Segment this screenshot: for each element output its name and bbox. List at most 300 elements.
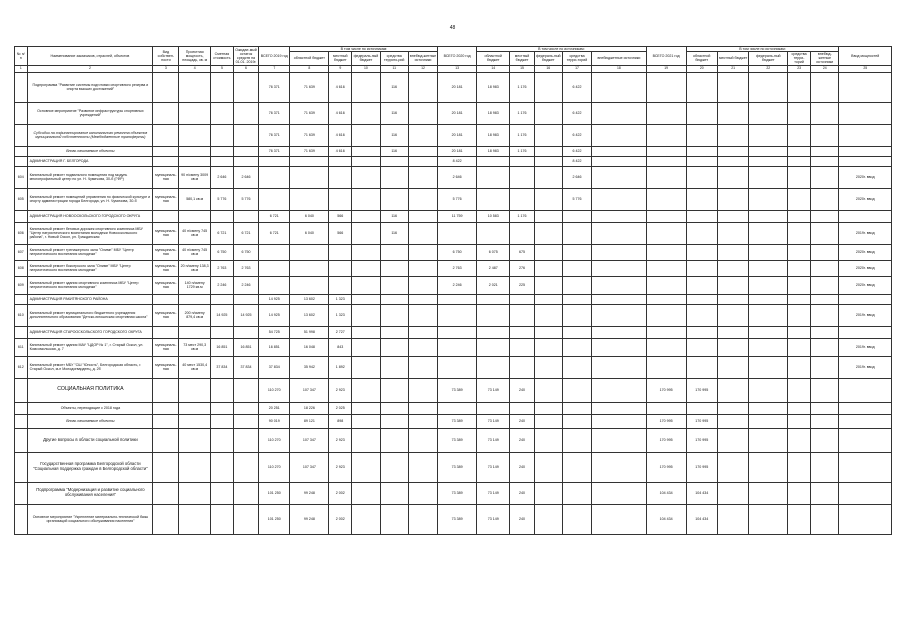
table-row [15, 188, 892, 210]
table-cell [179, 428, 210, 452]
table-cell [749, 124, 788, 146]
table-cell [259, 166, 290, 188]
table-cell [839, 326, 892, 338]
table-cell [717, 156, 748, 166]
table-cell: 1 323 [329, 304, 352, 326]
table-cell [380, 276, 408, 294]
table-cell: 73 149 [476, 452, 510, 482]
row-name-cell: Вновь начинаемые объекты [27, 414, 153, 428]
column-number: 12 [408, 65, 437, 72]
table-cell [839, 414, 892, 428]
table-cell: 2 923 [329, 378, 352, 402]
table-cell [534, 428, 562, 452]
table-cell [380, 156, 408, 166]
table-cell: 18 983 [476, 124, 510, 146]
table-cell [179, 326, 210, 338]
table-row [15, 260, 892, 276]
table-cell [290, 166, 329, 188]
row-name-cell: СОЦИАЛЬНАЯ ПОЛИТИКА [27, 378, 153, 402]
table-cell [788, 378, 811, 402]
table-cell [562, 428, 591, 452]
table-cell [749, 210, 788, 222]
table-cell [592, 72, 647, 102]
table-cell: 240 [510, 504, 534, 534]
table-cell [717, 146, 748, 156]
table-cell [788, 504, 811, 534]
table-cell [592, 294, 647, 304]
table-cell [788, 244, 811, 260]
table-cell: 20 181 [438, 146, 477, 156]
table-cell [534, 356, 562, 378]
table-cell [352, 260, 380, 276]
table-cell [438, 326, 477, 338]
table-cell [259, 188, 290, 210]
table-cell [408, 378, 437, 402]
table-header [15, 47, 892, 66]
sub2021-source-header: внебюд-жетные источники [811, 52, 839, 65]
table-cell: 37 834 [259, 356, 290, 378]
table-cell [811, 294, 839, 304]
table-cell: 11 759 [438, 210, 477, 222]
table-cell [749, 146, 788, 156]
table-cell [380, 428, 408, 452]
column-number: 21 [717, 65, 748, 72]
table-cell [749, 304, 788, 326]
table-cell [534, 378, 562, 402]
table-cell: 116 [380, 72, 408, 102]
row-name-cell: Вновь начинаемые объекты [27, 146, 153, 156]
table-cell [233, 378, 258, 402]
table-cell [233, 124, 258, 146]
table-cell [749, 414, 788, 428]
table-cell [562, 304, 591, 326]
table-cell: 2 646 [562, 166, 591, 188]
table-cell [153, 452, 179, 482]
table-cell: 6 422 [562, 102, 591, 124]
row-name-cell: Капитальный ремонт подвального помещения под модуль многопрофильный центр по ул. Н. Чумичова, 30-б (ГФР) [27, 166, 153, 188]
table-cell: 2 646 [210, 166, 233, 188]
table-cell [476, 338, 510, 356]
column-number: 16 [534, 65, 562, 72]
table-row [15, 102, 892, 124]
table-cell [329, 188, 352, 210]
column-number: 8 [290, 65, 329, 72]
table-cell: 6 721 [259, 222, 290, 244]
table-cell [646, 294, 686, 304]
table-cell: 1 176 [510, 124, 534, 146]
table-cell [15, 102, 28, 124]
table-cell [15, 326, 28, 338]
table-cell [811, 276, 839, 294]
table-cell [352, 210, 380, 222]
table-cell [646, 222, 686, 244]
column-number-row [15, 65, 892, 72]
table-cell [646, 124, 686, 146]
table-cell [811, 326, 839, 338]
table-cell [788, 326, 811, 338]
table-cell: 71 639 [290, 72, 329, 102]
table-cell [592, 304, 647, 326]
table-cell: 73 149 [476, 414, 510, 428]
table-cell [179, 414, 210, 428]
table-cell [329, 166, 352, 188]
table-cell [717, 304, 748, 326]
table-cell [788, 338, 811, 356]
table-cell [534, 452, 562, 482]
table-row [15, 402, 892, 414]
table-cell: 2 727 [329, 326, 352, 338]
table-cell: 107 347 [290, 428, 329, 452]
table-cell [592, 452, 647, 482]
row-name-cell: АДМИНИСТРАЦИЯ РАКИТЯНСКОГО РАЙОНА [27, 294, 153, 304]
table-cell [562, 222, 591, 244]
table-cell: 4 616 [329, 72, 352, 102]
table-cell [233, 326, 258, 338]
table-cell [380, 294, 408, 304]
table-cell: 2 646 [438, 166, 477, 188]
table-cell: 13 602 [290, 304, 329, 326]
col-total-2021-header: ВСЕГО 2021 год [646, 47, 686, 66]
table-cell: 5 776 [562, 188, 591, 210]
table-cell [380, 304, 408, 326]
table-cell [646, 338, 686, 356]
table-cell: 18 983 [476, 72, 510, 102]
table-cell [408, 124, 437, 146]
table-cell [408, 244, 437, 260]
table-cell: муниципаль-ная [153, 244, 179, 260]
table-cell: муниципаль-ная [153, 356, 179, 378]
table-cell: 73 389 [438, 504, 477, 534]
table-cell: 1 176 [510, 210, 534, 222]
table-cell: 16 851 [233, 338, 258, 356]
table-cell [534, 294, 562, 304]
row-name-cell: Государственная программа Белгородской области "Социальная поддержка граждан в Белгородской области" [27, 452, 153, 482]
table-cell [352, 304, 380, 326]
table-cell [210, 452, 233, 482]
table-cell [352, 326, 380, 338]
table-cell [686, 146, 717, 156]
table-cell [408, 210, 437, 222]
table-cell: 5 776 [233, 188, 258, 210]
column-number: 13 [438, 65, 477, 72]
row-name-cell: Капитальный ремонт боксерского зала "Олимп" МБУ "Центр патриотического воспитания молодежи" [27, 260, 153, 276]
table-cell [380, 378, 408, 402]
table-cell: 5 776 [438, 188, 477, 210]
table-cell: 73 389 [438, 428, 477, 452]
table-cell [749, 188, 788, 210]
row-name-cell: АДМИНИСТРАЦИЯ НОВООСКОЛЬСКОГО ГОРОДСКОГО ОКРУГА [27, 210, 153, 222]
column-number: 18 [592, 65, 647, 72]
table-cell [749, 102, 788, 124]
sub2019-source-header: областной бюджет [290, 52, 329, 65]
table-cell [717, 338, 748, 356]
table-cell: 116 [380, 210, 408, 222]
table-cell: 8 422 [562, 156, 591, 166]
table-cell [811, 244, 839, 260]
table-cell [329, 260, 352, 276]
table-cell [839, 156, 892, 166]
table-cell: 2019г. ввод [839, 356, 892, 378]
table-cell: 16 048 [290, 338, 329, 356]
table-cell [686, 102, 717, 124]
row-name-cell: Другие вопросы в области социальной политики [27, 428, 153, 452]
table-cell: 71 639 [290, 124, 329, 146]
table-cell [438, 402, 477, 414]
sub2019-source-header: местный бюджет [329, 52, 352, 65]
table-cell [839, 102, 892, 124]
table-cell: 73 389 [438, 378, 477, 402]
table-row [15, 166, 892, 188]
table-cell [717, 260, 748, 276]
table-cell: 6 422 [562, 146, 591, 156]
table-cell [717, 402, 748, 414]
table-cell [153, 414, 179, 428]
column-number: 23 [788, 65, 811, 72]
table-cell [179, 124, 210, 146]
table-cell [811, 102, 839, 124]
table-cell [811, 504, 839, 534]
table-cell: муниципаль-ная [153, 222, 179, 244]
table-cell [352, 338, 380, 356]
table-cell [788, 222, 811, 244]
table-cell: 2019г. ввод [839, 304, 892, 326]
table-cell [210, 156, 233, 166]
table-cell [717, 326, 748, 338]
table-cell [839, 402, 892, 414]
table-cell: 2 763 [438, 260, 477, 276]
table-cell: 110 270 [259, 428, 290, 452]
table-cell [438, 294, 477, 304]
table-cell [15, 428, 28, 452]
col-cost-header: Сметная стоимость [210, 47, 233, 66]
table-cell: 73 мест 290,3 кв.м [179, 338, 210, 356]
table-cell [438, 304, 477, 326]
table-cell: 2020г. ввод [839, 188, 892, 210]
sub2021-source-header: областной бюджет [686, 52, 717, 65]
row-name-cell: АДМИНИСТРАЦИЯ Г. БЕЛГОРОДА [27, 156, 153, 166]
table-cell [534, 188, 562, 210]
table-cell [15, 146, 28, 156]
col-commission-header: Ввод мощностей [839, 47, 892, 66]
table-row [15, 156, 892, 166]
table-cell: муниципаль-ная [153, 166, 179, 188]
table-cell [233, 428, 258, 452]
table-cell [749, 156, 788, 166]
table-cell [408, 222, 437, 244]
table-cell: 170 995 [646, 378, 686, 402]
table-cell [749, 428, 788, 452]
budget-table [14, 46, 892, 535]
column-number: 9 [329, 65, 352, 72]
table-cell [788, 482, 811, 504]
table-cell [153, 146, 179, 156]
table-cell: 240 [510, 428, 534, 452]
column-number: 11 [380, 65, 408, 72]
table-cell: 37 834 [233, 356, 258, 378]
table-cell [510, 356, 534, 378]
sub2020-source-header: местный бюджет [510, 52, 534, 65]
table-cell: 73 149 [476, 378, 510, 402]
table-cell [15, 156, 28, 166]
table-cell: 6 721 [210, 222, 233, 244]
table-cell [646, 244, 686, 260]
table-row [15, 428, 892, 452]
table-cell [259, 260, 290, 276]
table-cell: 2020г. ввод [839, 166, 892, 188]
table-cell: 6 075 [476, 244, 510, 260]
table-cell: 16 851 [259, 338, 290, 356]
table-cell [210, 146, 233, 156]
table-cell [839, 378, 892, 402]
table-cell: муниципаль-ная [153, 338, 179, 356]
table-cell: 240 [510, 452, 534, 482]
table-cell [592, 276, 647, 294]
table-cell: 107 347 [290, 452, 329, 482]
table-cell [749, 326, 788, 338]
table-cell: 170 995 [686, 414, 717, 428]
table-cell [476, 356, 510, 378]
table-cell [788, 188, 811, 210]
table-cell [592, 156, 647, 166]
table-cell [811, 428, 839, 452]
table-cell [408, 166, 437, 188]
col-remain-header: Ожидае-мый остаток средств на 01.01. 2019г. [235, 47, 257, 64]
table-cell [153, 210, 179, 222]
table-cell [788, 356, 811, 378]
table-cell: 14 925 [210, 304, 233, 326]
table-cell [717, 124, 748, 146]
table-cell [717, 452, 748, 482]
table-cell [534, 124, 562, 146]
table-cell: 675 [510, 244, 534, 260]
table-cell [290, 276, 329, 294]
table-cell [153, 402, 179, 414]
table-cell [686, 326, 717, 338]
sub2020-source-header: внебюджетные источники [592, 52, 647, 65]
table-cell: 99 248 [290, 504, 329, 534]
sources-2020-header: В том числе по источникам: [476, 47, 646, 52]
table-cell [562, 356, 591, 378]
table-cell: 104 434 [686, 482, 717, 504]
table-cell [15, 72, 28, 102]
table-cell: 14 925 [259, 304, 290, 326]
table-cell: 40 п/смену 745 кв.м [179, 222, 210, 244]
table-cell [592, 482, 647, 504]
table-cell [352, 102, 380, 124]
table-cell [179, 504, 210, 534]
table-cell [811, 210, 839, 222]
table-cell [749, 72, 788, 102]
table-cell: 140 п/смену 1729 кв.м [179, 276, 210, 294]
table-cell: 6 040 [290, 210, 329, 222]
table-cell [290, 244, 329, 260]
table-cell [408, 276, 437, 294]
sub2020-source-header: областной бюджет [476, 52, 510, 65]
table-cell [408, 72, 437, 102]
table-cell [811, 146, 839, 156]
table-cell: 610 [15, 304, 28, 326]
table-row [15, 294, 892, 304]
table-cell [788, 72, 811, 102]
table-cell [233, 146, 258, 156]
table-cell [686, 338, 717, 356]
table-cell [749, 452, 788, 482]
table-cell: 10 583 [476, 210, 510, 222]
table-cell [592, 326, 647, 338]
table-cell [788, 166, 811, 188]
table-cell: 607 [15, 244, 28, 260]
sources-2021-header: В том числе по источникам: [686, 47, 839, 52]
table-cell [476, 188, 510, 210]
table-cell: 1 323 [329, 294, 352, 304]
table-cell [408, 504, 437, 534]
table-cell [438, 356, 477, 378]
table-cell [686, 72, 717, 102]
column-number: 10 [352, 65, 380, 72]
table-cell [717, 482, 748, 504]
table-cell: 2 002 [329, 482, 352, 504]
table-cell [380, 338, 408, 356]
table-cell [259, 156, 290, 166]
table-cell: 611 [15, 338, 28, 356]
table-cell [562, 326, 591, 338]
table-cell [233, 210, 258, 222]
table-cell: 54 725 [259, 326, 290, 338]
table-cell [592, 338, 647, 356]
table-cell [380, 244, 408, 260]
table-cell: 4 616 [329, 146, 352, 156]
table-cell [811, 260, 839, 276]
column-number: 24 [811, 65, 839, 72]
table-cell [233, 102, 258, 124]
table-cell: 200 п/смену 879,4 кв.м [179, 304, 210, 326]
table-cell: 116 [380, 146, 408, 156]
table-cell: 101 250 [259, 482, 290, 504]
table-cell [179, 294, 210, 304]
table-cell [15, 210, 28, 222]
table-cell [380, 188, 408, 210]
table-cell [408, 260, 437, 276]
table-cell [717, 504, 748, 534]
table-cell: 14 925 [259, 294, 290, 304]
table-cell [717, 166, 748, 188]
table-cell [510, 294, 534, 304]
table-cell [839, 452, 892, 482]
table-cell: 40 п/смену 745 кв.м [179, 244, 210, 260]
row-name-cell: Подпрограмма "Модернизация и развитие социального обслуживания населения" [27, 482, 153, 504]
table-cell [592, 378, 647, 402]
table-row [15, 482, 892, 504]
table-cell [534, 260, 562, 276]
table-cell: 20 181 [438, 72, 477, 102]
table-cell [408, 156, 437, 166]
table-cell: 13 602 [290, 294, 329, 304]
table-cell [686, 166, 717, 188]
table-cell [788, 146, 811, 156]
table-cell [15, 414, 28, 428]
row-name-cell: Капитальный ремонт муниципального бюджетного учреждения дополнительного образования "Детско-юношеская спортивная школа" [27, 304, 153, 326]
table-cell [179, 402, 210, 414]
table-cell [352, 244, 380, 260]
column-number: 3 [153, 65, 179, 72]
table-cell [646, 402, 686, 414]
table-cell [408, 326, 437, 338]
table-cell [562, 260, 591, 276]
table-cell [233, 452, 258, 482]
table-cell: 2 021 [476, 276, 510, 294]
table-cell: 18 983 [476, 102, 510, 124]
table-cell: 6 721 [259, 210, 290, 222]
